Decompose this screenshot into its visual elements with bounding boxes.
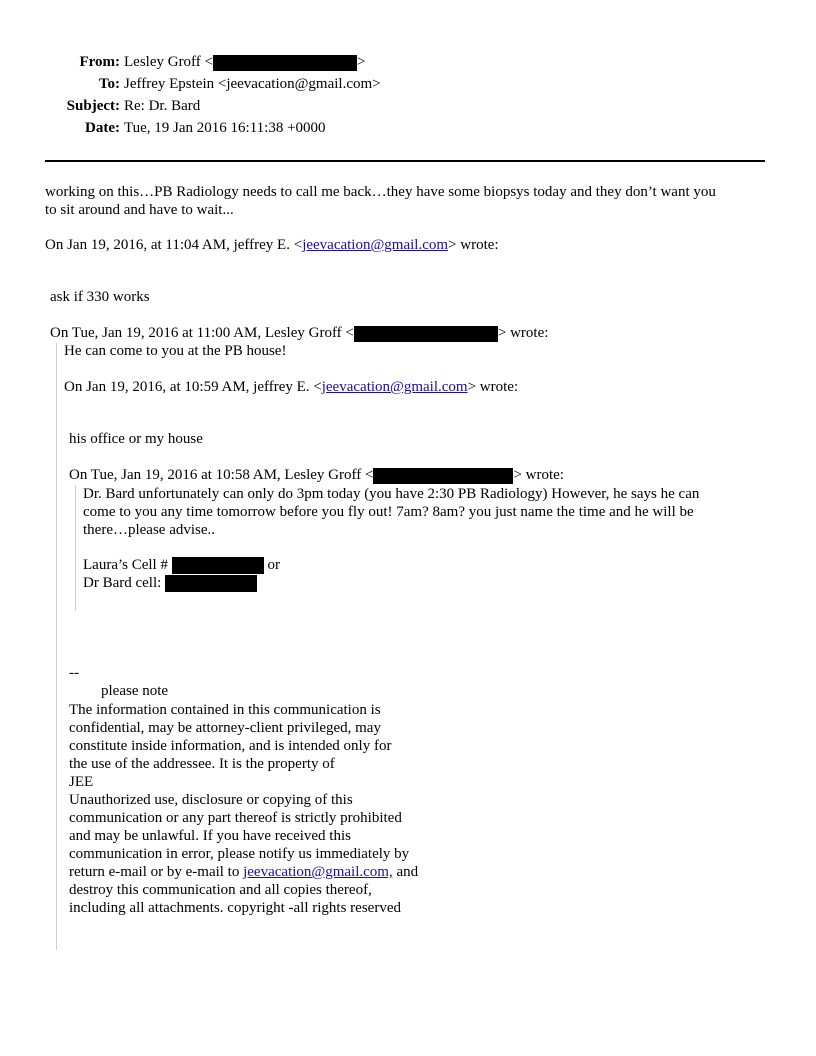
to-value: Jeffrey Epstein <jeevacation@gmail.com> (124, 76, 381, 92)
from-value (124, 54, 365, 71)
disclaimer-line: the use of the addressee. It is the property of (69, 756, 335, 772)
reply-suffix: > wrote: (497, 325, 549, 341)
email-link[interactable]: jeevacation@gmail.com (302, 237, 449, 253)
disclaimer-line: The information contained in this communication is (69, 702, 381, 718)
redacted-email (354, 326, 498, 342)
disclaimer-line: communication in error, please notify us immediately by (69, 846, 410, 862)
redacted-phone (172, 557, 264, 574)
laura-or: or (267, 557, 280, 573)
date-label: Date: (85, 120, 120, 136)
to-label: To: (98, 76, 120, 92)
subject-label: Subject: (66, 98, 120, 114)
bard-cell-line (83, 575, 257, 592)
from-close: > (357, 54, 366, 70)
quote-bar (75, 485, 76, 611)
redacted-email (373, 468, 513, 484)
reply-prefix: On Jan 19, 2016, at 10:59 AM, jeffrey E. < (64, 379, 322, 395)
disclaimer-line: confidential, may be attorney-client privileged, may (69, 720, 381, 736)
email-link[interactable]: jeevacation@gmail.com, (243, 864, 393, 880)
disclaimer-text: and (392, 864, 419, 880)
disclaimer-line: constitute inside information, and is intended only for (69, 738, 392, 754)
reply-suffix: > wrote: (448, 237, 499, 253)
disclaimer-line: communication or any part thereof is strictly prohibited (69, 810, 402, 826)
reply-header-1 (45, 237, 499, 254)
disclaimer-line: JEE (69, 774, 94, 790)
signature-disclaimer (69, 701, 418, 917)
disclaimer-line (69, 863, 418, 881)
quoted-message-4 (83, 485, 699, 539)
reply-prefix: On Tue, Jan 19, 2016 at 11:00 AM, Lesley Groff < (50, 325, 354, 341)
redacted-phone (165, 575, 257, 592)
bard-label: Dr Bard cell: (83, 575, 162, 591)
disclaimer-line: destroy this communication and all copies thereof, (69, 882, 372, 898)
disclaimer-text: return e-mail or by e-mail to (69, 864, 244, 880)
quote-bar (56, 343, 57, 950)
reply-suffix: > wrote: (513, 467, 564, 483)
from-label: From: (79, 54, 120, 70)
reply-prefix: On Tue, Jan 19, 2016 at 10:58 AM, Lesley Groff < (69, 467, 374, 483)
email-link[interactable]: jeevacation@gmail.com (321, 379, 468, 395)
header-divider (45, 160, 765, 162)
message-line: there…please advise.. (83, 522, 216, 538)
reply-header-2 (50, 325, 548, 342)
laura-cell-line (83, 557, 280, 574)
body-line: to sit around and have to wait... (45, 202, 234, 218)
reply-header-3 (64, 379, 518, 396)
body-line: working on this…PB Radiology needs to call me back…they have some biopsys today and they don’t want you (45, 184, 716, 200)
signature-dash: -- (69, 665, 79, 681)
laura-label: Laura’s Cell # (83, 557, 168, 573)
from-name: Lesley Groff < (124, 54, 213, 70)
date-value: Tue, 19 Jan 2016 16:11:38 +0000 (124, 120, 326, 136)
disclaimer-line: Unauthorized use, disclosure or copying of this (69, 792, 353, 808)
signature-note: please note (101, 683, 169, 699)
reply-prefix: On Jan 19, 2016, at 11:04 AM, jeffrey E. < (45, 237, 303, 253)
quoted-message-3: his office or my house (69, 431, 203, 447)
subject-value: Re: Dr. Bard (124, 98, 201, 114)
redacted-email (213, 55, 357, 71)
quoted-message-1: ask if 330 works (50, 289, 150, 305)
disclaimer-line: including all attachments. copyright -all rights reserved (69, 900, 401, 916)
message-line: come to you any time tomorrow before you fly out! 7am? 8am? you just name the time and he will be (83, 504, 694, 520)
reply-header-4 (69, 467, 564, 484)
reply-suffix: > wrote: (467, 379, 519, 395)
message-line: Dr. Bard unfortunately can only do 3pm today (you have 2:30 PB Radiology) However, he says he can (83, 486, 700, 502)
message-body (45, 183, 716, 219)
disclaimer-line: and may be unlawful. If you have received this (69, 828, 351, 844)
quoted-message-2: He can come to you at the PB house! (64, 343, 287, 359)
